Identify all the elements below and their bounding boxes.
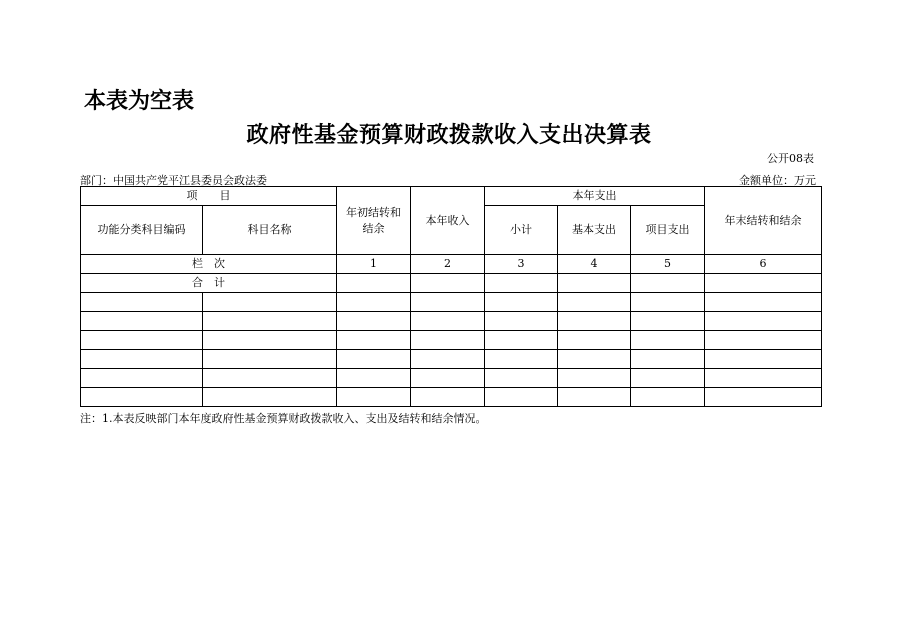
- table-cell: [705, 388, 822, 407]
- table-cell: [558, 293, 631, 312]
- table-cell: [558, 274, 631, 293]
- table-cell: [411, 388, 485, 407]
- seq-number: 1: [337, 255, 411, 274]
- table-row: [81, 369, 822, 388]
- table-cell: [203, 331, 337, 350]
- seq-number: 4: [558, 255, 631, 274]
- table-cell: [485, 369, 558, 388]
- header-expense: 本年支出: [485, 187, 705, 206]
- table-cell: [337, 331, 411, 350]
- table-cell: [203, 312, 337, 331]
- table-cell: [705, 274, 822, 293]
- header-subject-name: 科目名称: [203, 206, 337, 255]
- table-cell: [485, 388, 558, 407]
- table-cell: [411, 293, 485, 312]
- table-cell: [558, 369, 631, 388]
- table-cell: [203, 350, 337, 369]
- table-row: [81, 331, 822, 350]
- table-cell: [203, 293, 337, 312]
- table-cell: [411, 331, 485, 350]
- table-row: [81, 293, 822, 312]
- table-cell: [631, 369, 705, 388]
- table-cell: [558, 331, 631, 350]
- table-cell: [337, 369, 411, 388]
- budget-table: [80, 186, 822, 407]
- table-cell: [631, 388, 705, 407]
- header-subtotal: 小计: [485, 206, 558, 255]
- header-income: 本年收入: [411, 187, 485, 255]
- table-cell: [705, 369, 822, 388]
- header-project: 项 目: [81, 187, 337, 206]
- amount-unit-label: 金额单位：万元: [739, 174, 816, 187]
- table-cell: [631, 274, 705, 293]
- header-carryover-begin: 年初结转和结余: [337, 187, 411, 255]
- table-cell: [485, 312, 558, 331]
- table-cell: [337, 388, 411, 407]
- seq-label: 栏 次: [81, 255, 337, 274]
- table-cell: [411, 274, 485, 293]
- seq-number: 3: [485, 255, 558, 274]
- total-row: [81, 274, 822, 293]
- header-func-code: 功能分类科目编码: [81, 206, 203, 255]
- table-cell: [81, 293, 203, 312]
- footnote: 注：1.本表反映部门本年度政府性基金预算财政拨款收入、支出及结转和结余情况。: [80, 412, 487, 425]
- table-cell: [81, 350, 203, 369]
- table-cell: [485, 350, 558, 369]
- header-carryover-end: 年末结转和结余: [705, 187, 822, 255]
- seq-number: 5: [631, 255, 705, 274]
- seq-number: 2: [411, 255, 485, 274]
- table-cell: [81, 388, 203, 407]
- header-basic-expense: 基本支出: [558, 206, 631, 255]
- table-cell: [485, 274, 558, 293]
- table-cell: [203, 369, 337, 388]
- table-cell: [705, 331, 822, 350]
- total-label: 合 计: [81, 274, 337, 293]
- table-cell: [558, 350, 631, 369]
- table-cell: [203, 388, 337, 407]
- table-cell: [705, 350, 822, 369]
- table-cell: [485, 293, 558, 312]
- blank-table-note: 本表为空表: [84, 89, 195, 114]
- table-cell: [337, 274, 411, 293]
- header-project-expense: 项目支出: [631, 206, 705, 255]
- table-cell: [705, 312, 822, 331]
- table-cell: [81, 312, 203, 331]
- table-cell: [411, 312, 485, 331]
- table-cell: [485, 331, 558, 350]
- table-cell: [411, 350, 485, 369]
- table-cell: [631, 350, 705, 369]
- table-cell: [558, 388, 631, 407]
- table-cell: [631, 312, 705, 331]
- table-cell: [705, 293, 822, 312]
- table-cell: [81, 369, 203, 388]
- table-row: [81, 388, 822, 407]
- table-cell: [81, 331, 203, 350]
- table-cell: [337, 293, 411, 312]
- table-cell: [631, 331, 705, 350]
- table-cell: [558, 312, 631, 331]
- table-cell: [411, 369, 485, 388]
- table-cell: [337, 350, 411, 369]
- seq-number: 6: [705, 255, 822, 274]
- table-cell: [631, 293, 705, 312]
- table-row: [81, 350, 822, 369]
- page-title: 政府性基金预算财政拨款收入支出决算表: [246, 123, 652, 148]
- table-row: [81, 312, 822, 331]
- department-label: 部门：中国共产党平江县委员会政法委: [80, 174, 267, 187]
- form-code: 公开08表: [767, 152, 814, 165]
- table-cell: [337, 312, 411, 331]
